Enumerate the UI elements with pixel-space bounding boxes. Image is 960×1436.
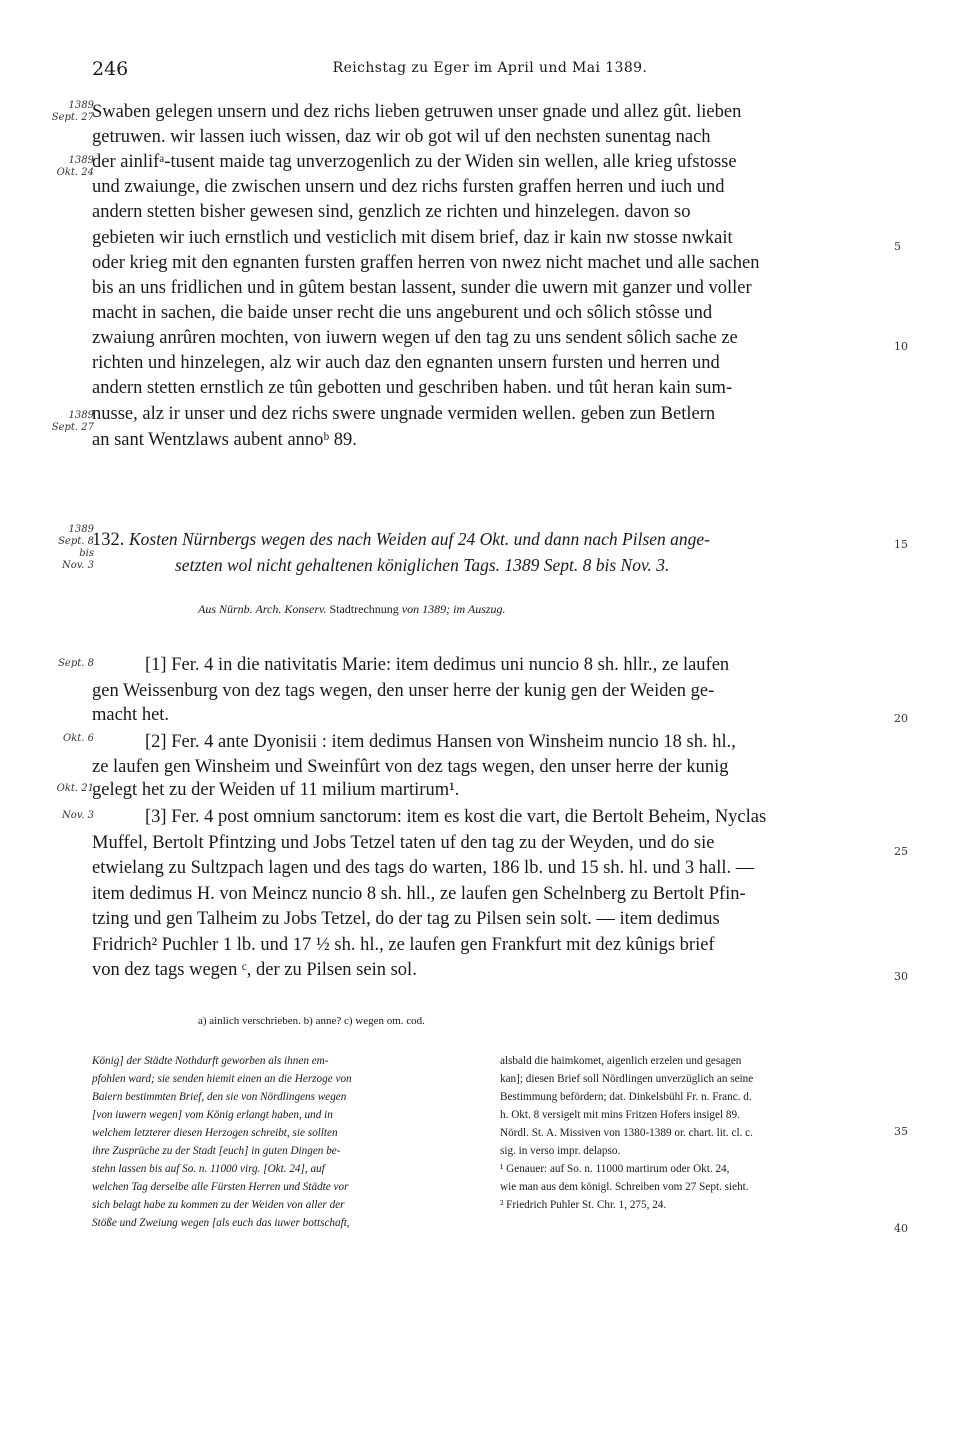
line-number: 25	[894, 845, 908, 858]
margin-note-date: Nov. 3	[62, 810, 94, 821]
line-number: 35	[894, 1125, 908, 1138]
footnote-line: wie man aus dem königl. Schreiben vom 27 Sept. sieht.	[500, 1181, 749, 1193]
footnote-line: alsbald die haimkomet, aigenlich erzelen und gesagen	[500, 1055, 742, 1067]
record-line: macht het.	[92, 705, 170, 725]
entry-heading	[92, 527, 710, 552]
text-line: der ainlifᵃ-tusent maide tag unverzogenlich zu der Widen sin wellen, alle krieg ufstosse	[92, 152, 737, 172]
footnote-line: h. Okt. 8 versigelt mit mins Fritzen Hofers insigel 89.	[500, 1109, 740, 1121]
page-number: 246	[92, 58, 129, 80]
text-line: getruwen. wir lassen iuch wissen, daz wir ob got wil uf den nechsten sunentag nach	[92, 127, 711, 147]
text-line: nusse, alz ir unser und dez richs swere ungnade vermiden wellen. geben zun Betlern	[92, 404, 716, 424]
margin-note-date: 1389 Sept. 8 bis Nov. 3	[58, 524, 94, 571]
text-line: andern stetten ernstlich ze tûn gebotten und geschriben haben. und tût heran kain sum-	[92, 378, 733, 398]
source-document: Stadtrechnung	[326, 602, 402, 616]
footnote-column-left	[92, 1052, 482, 1232]
text-line: oder krieg mit den egnanten fursten graffen herren von nwez nicht machet und alle sachen	[92, 253, 760, 273]
margin-note-date: Okt. 6	[63, 733, 94, 744]
record-line: [1] Fer. 4 in die nativitatis Marie: item dedimus uni nuncio 8 sh. hllr., ze laufen	[145, 655, 730, 675]
footnote-line: Stöße und Zweiung wegen [als euch das iuwer bottschaft,	[92, 1217, 350, 1229]
source-archive: Aus Nürnb. Arch. Konserv.	[198, 602, 327, 616]
footnote-line: ¹ Genauer: auf So. n. 11000 martirum oder Okt. 24,	[500, 1163, 730, 1175]
line-number: 10	[894, 340, 908, 353]
line-number: 5	[894, 240, 901, 253]
footnote-line: ihre Zusprüche zu der Stadt [euch] in guten Dingen be-	[92, 1145, 341, 1157]
footnote-line: [von iuwern wegen] vom König erlangt haben, und in	[92, 1109, 333, 1121]
variant-readings: a) ainlich verschrieben. b) anne? c) wegen om. cod.	[198, 1015, 425, 1027]
record-line: [3] Fer. 4 post omnium sanctorum: item es kost die vart, die Bertolt Beheim, Nyclas	[145, 807, 767, 827]
source-note	[198, 602, 506, 617]
footnote-line: Baiern bestimmten Brief, den sie von Nördlingens wegen	[92, 1091, 347, 1103]
margin-note-date: Sept. 8	[58, 658, 94, 669]
footnote-line: sich belagt habe zu kommen zu der Weiden von aller der	[92, 1199, 345, 1211]
entry-title-line: Kosten Nürnbergs wegen des nach Weiden auf 24 Okt. und dann nach Pilsen ange-	[129, 529, 710, 549]
running-head: Reichstag zu Eger im April und Mai 1389.	[332, 60, 648, 76]
footnote-line: welchen Tag derselbe alle Fürsten Herren und Städte vor	[92, 1181, 349, 1193]
footnote-line: König] der Städte Nothdurft geworben als ihnen em-	[92, 1055, 329, 1067]
page-header	[92, 58, 888, 82]
record-line: tzing und gen Talheim zu Jobs Tetzel, do der tag zu Pilsen sein solt. — item dedimus	[92, 909, 720, 929]
text-line: Swaben gelegen unsern und dez richs lieben getruwen unser gnade und allez gût. lieben	[92, 102, 742, 122]
footnote-line: Nördl. St. A. Missiven von 1380-1389 or. chart. lit. cl. c.	[500, 1127, 753, 1139]
footnote-line: sig. in verso impr. delapso.	[500, 1145, 621, 1157]
footnote-line: kan]; diesen Brief soll Nördlingen unverzüglich an seine	[500, 1073, 754, 1085]
text-line: andern stetten bisher gewesen sind, genzlich ze richten und hinzelegen. davon so	[92, 202, 691, 222]
source-detail: von 1389; im Auszug.	[401, 602, 506, 616]
record-line: ze laufen gen Winsheim und Sweinfûrt von dez tags wegen, den unser herre der kunig	[92, 757, 729, 777]
margin-note-date: 1389 Okt. 24	[56, 155, 94, 178]
footnote-column-right	[500, 1052, 890, 1214]
footnote-line: welchem letzterer diesen Herzogen schreibt, sie sollten	[92, 1127, 338, 1139]
record-line: von dez tags wegen ᶜ, der zu Pilsen sein sol.	[92, 960, 417, 980]
footnote-line: pfohlen ward; sie senden hiemit einen an die Herzoge von	[92, 1073, 352, 1085]
footnote-line: stehn lassen bis auf So. n. 11000 virg. [Okt. 24], auf	[92, 1163, 325, 1175]
record-line: gen Weissenburg von dez tags wegen, den unser herre der kunig gen der Weiden ge-	[92, 681, 715, 701]
text-line: richten und hinzelegen, alz wir auch daz den egnanten unsern fursten und herren und	[92, 353, 720, 373]
line-number: 40	[894, 1222, 908, 1235]
record-line: Fridrich² Puchler 1 lb. und 17 ½ sh. hl., ze laufen gen Frankfurt mit dez kûnigs brief	[92, 935, 715, 955]
footnote-line: ² Friedrich Puhler St. Chr. 1, 275, 24.	[500, 1199, 667, 1211]
margin-note-date: Okt. 21	[56, 783, 94, 794]
line-number: 20	[894, 712, 908, 725]
text-line: macht in sachen, die baide unser recht die uns angeburent und och sôlich stôsse und	[92, 303, 713, 323]
line-number: 15	[894, 538, 908, 551]
text-line: zwaiung anrûren mochten, von iuwern wegen uf den tag zu uns sendent sôlich sache ze	[92, 328, 738, 348]
record-line: etwielang zu Sultzpach lagen und des tags do warten, 186 lb. und 15 sh. hl. und 3 hall. —	[92, 858, 755, 878]
text-line: bis an uns fridlichen und in gûtem bestan lassent, sunder die uwern mit ganzer und voller	[92, 278, 752, 298]
record-line: Muffel, Bertolt Pfintzing und Jobs Tetzel taten uf den tag zu der Weyden, und do sie	[92, 833, 715, 853]
record-line: gelegt het zu der Weiden uf 11 milium martirum¹.	[92, 780, 460, 800]
margin-note-date: 1389 Sept. 27	[51, 410, 94, 433]
entry-title-line: setzten wol nicht gehaltenen königlichen Tags. 1389 Sept. 8 bis Nov. 3.	[175, 555, 670, 575]
footnote-line: Bestimmung befördern; dat. Dinkelsbühl Fr. n. Franc. d.	[500, 1091, 752, 1103]
text-line: und zwaiunge, die zwischen unsern und dez richs fursten graffen herren und iuch und	[92, 177, 725, 197]
entry-number: 132.	[92, 530, 125, 550]
record-line: item dedimus H. von Meincz nuncio 8 sh. hll., ze laufen gen Schelnberg zu Bertolt Pfin-	[92, 884, 746, 904]
line-number: 30	[894, 970, 908, 983]
record-line: [2] Fer. 4 ante Dyonisii : item dedimus Hansen von Winsheim nuncio 18 sh. hl.,	[145, 732, 736, 752]
text-line: an sant Wentzlaws aubent annoᵇ 89.	[92, 430, 357, 450]
margin-note-date: 1389 Sept. 27	[51, 100, 94, 123]
text-line: gebieten wir iuch ernstlich und vesticlich mit disem brief, daz ir kain nw stosse nwkait	[92, 228, 733, 248]
